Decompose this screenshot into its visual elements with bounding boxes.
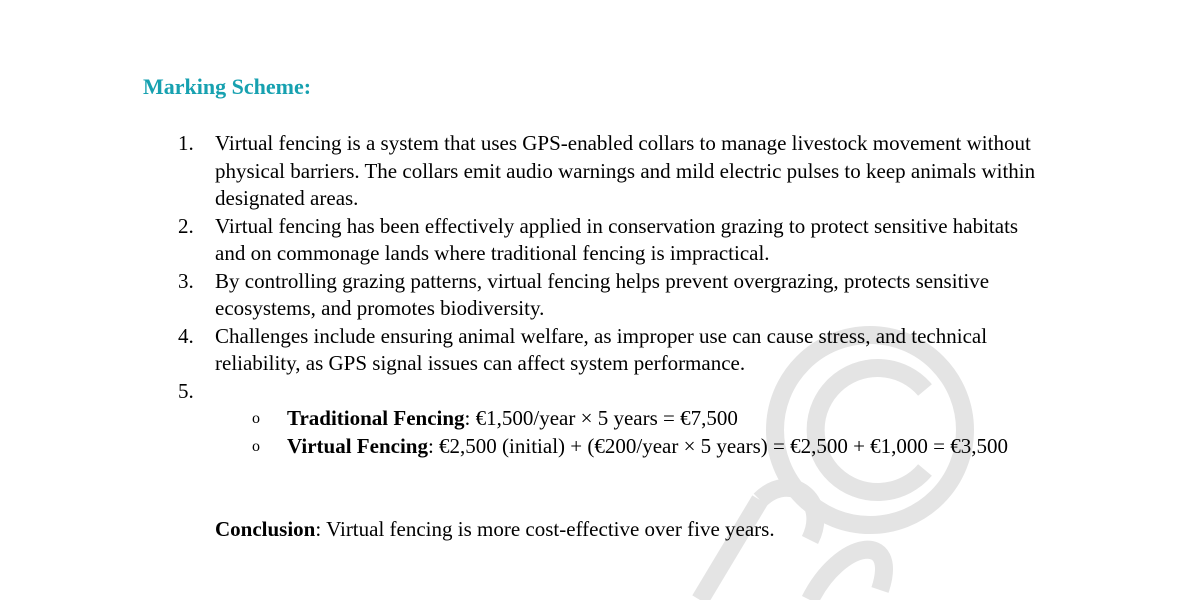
list-text: Virtual fencing is a system that uses GPS-enabled collars to manage livestock movement without physical barriers. The collars emit audio warnings and mild electric pulses to keep animals within designated areas. — [215, 131, 1036, 210]
sub-list-text — [287, 405, 1047, 433]
list-text: Challenges include ensuring animal welfare, as improper use can cause stress, and technical reliability, as GPS signal issues can affect system performance. — [215, 323, 988, 375]
sub-list-text — [287, 433, 1047, 461]
list-number: 2. — [178, 213, 194, 238]
sub-list-label: Traditional Fencing — [287, 406, 465, 430]
list-number: 3. — [178, 268, 194, 293]
sub-list-value: : €2,500 (initial) + (€200/year × 5 years) = €2,500 + €1,000 = €3,500 — [427, 433, 1009, 458]
list-number: 1. — [178, 131, 194, 155]
sub-list-value: : €1,500/year × 5 years = €7,500 — [464, 406, 738, 430]
list-text: By controlling grazing patterns, virtual fencing helps prevent overgrazing, protects sensitive ecosystems, and promotes biodiversity. — [215, 268, 990, 320]
bullet-circle-icon: o — [252, 410, 260, 427]
conclusion-label: Conclusion — [215, 517, 316, 541]
list-number: 5. — [178, 378, 194, 403]
list-number: 4. — [178, 323, 194, 348]
conclusion — [215, 516, 775, 544]
page-title: Marking Scheme: — [143, 74, 312, 99]
conclusion-text: : Virtual fencing is more cost-effective over five years. — [315, 517, 775, 541]
bullet-circle-icon: o — [252, 437, 260, 455]
sub-list-label: Virtual Fencing — [287, 433, 428, 458]
list-text: Virtual fencing has been effectively applied in conservation grazing to protect sensitive habitats and on commonage lands where traditional fencing is impractical. — [215, 213, 1019, 265]
